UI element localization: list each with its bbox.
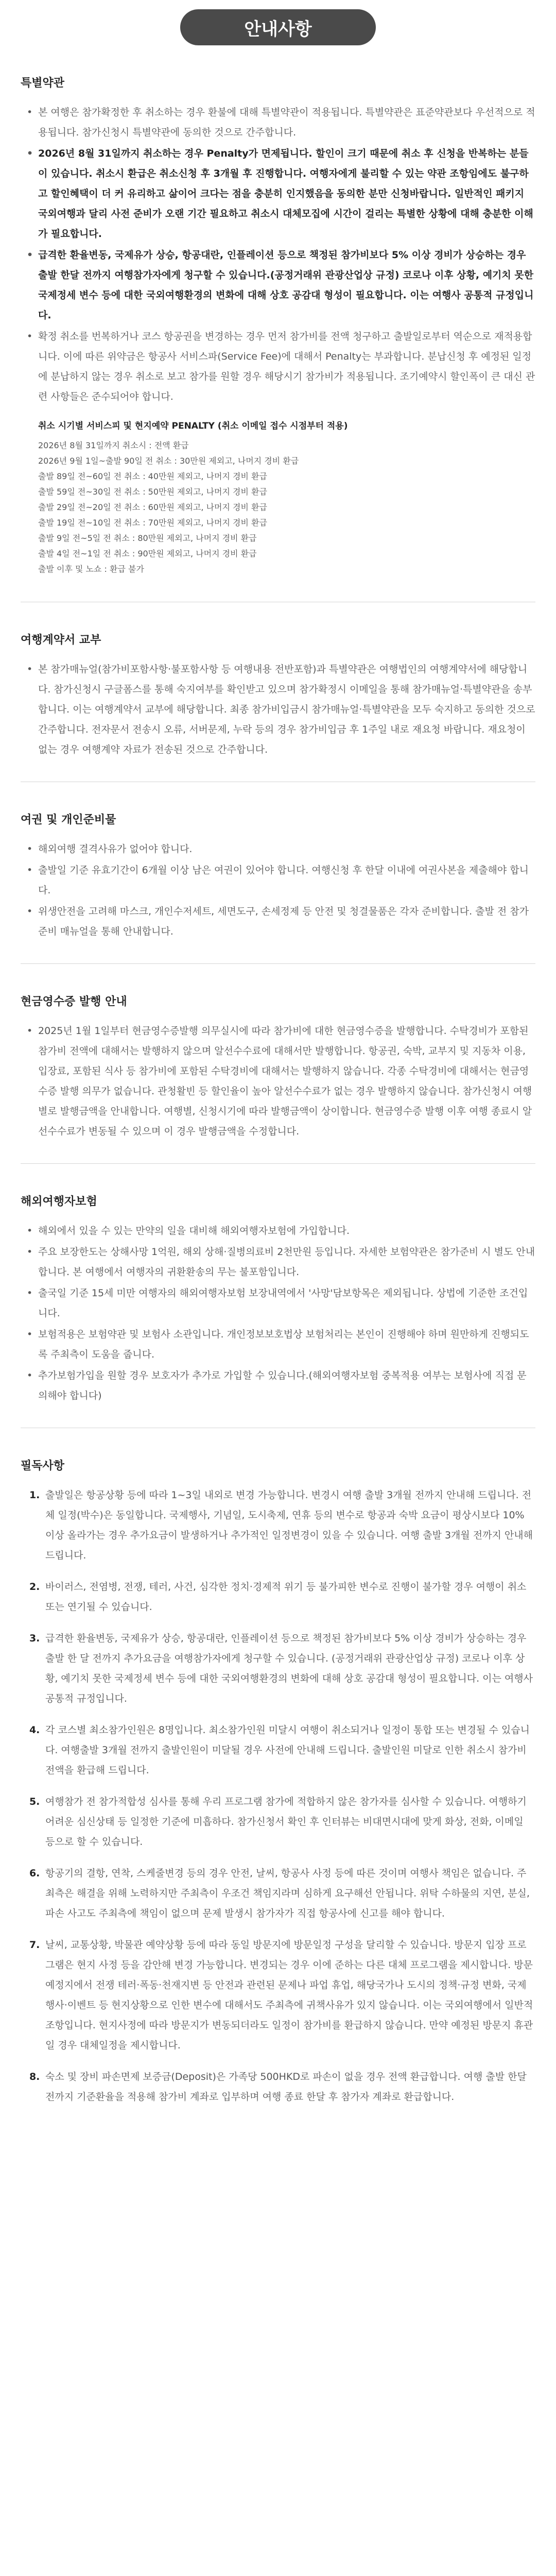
- penalty-title: 취소 시기별 서비스피 및 현지예약 PENALTY (취소 이메일 접수 시점부터 적용): [38, 421, 348, 431]
- section-title: 필독사항: [21, 1460, 65, 1472]
- penalty-row: 출발 19일 전~10일 전 취소 : 70만원 제외고, 나머지 경비 환급: [38, 518, 267, 528]
- penalty-row: 출발 89일 전~60일 전 취소 : 40만원 제외고, 나머지 경비 환급: [38, 471, 267, 481]
- penalty-rows: [38, 438, 535, 577]
- section-contract: [21, 602, 535, 782]
- section-title: 특별약관: [21, 77, 65, 90]
- penalty-row: 출발 이후 및 노쇼 : 환급 불가: [38, 564, 144, 574]
- contract-list: [21, 659, 535, 760]
- list-item: • 해외에서 있을 수 있는 만약의 일을 대비해 해외여행자보험에 가입합니다.: [38, 1221, 535, 1241]
- section-title: 여권 및 개인준비물: [21, 814, 116, 826]
- list-item: 4. 각 코스별 최소참가인원은 8명입니다. 최소참가인원 미달시 여행이 취소되거나 일정이 통합 또는 변경될 수 있습니다. 여행출발 3개월 전까지 출발인원이 미달될 경우 사전에 안내해 드립니다. 출발인원 미달로 인한 취소시 참가비 전액을 환급해 드립니다.: [43, 1720, 535, 1781]
- list-item: 3. 급격한 환율변동, 국제유가 상승, 항공대란, 인플레이션 등으로 책정된 참가비보다 5% 이상 경비가 상승하는 경우 출발 한 달 전까지 추가요금을 여행참가자에게 청구할 수 있습니다. (공정거래위 관광산업상 규정) 코로나 이후 상황, 예기치 못한 국제정세 변수 등에 대한 국외여행환경의 변화에 대해 상호 공감대 형성이 필요합니다. 이는 여행사 공통적 규정입니다.: [43, 1629, 535, 1709]
- penalty-row: 2026년 9월 1일~출발 90일 전 취소 : 30만원 제외고, 나머지 경비 환급: [38, 456, 299, 466]
- section-special-terms: [21, 45, 535, 602]
- penalty-row: 출발 4일 전~1일 전 취소 : 90만원 제외고, 나머지 경비 환급: [38, 549, 257, 558]
- list-item: 2. 바이러스, 전염병, 전쟁, 테러, 사건, 심각한 정치·경제적 위기 등 불가피한 변수로 진행이 불가할 경우 여행이 취소 또는 연기될 수 있습니다.: [43, 1577, 535, 1617]
- header: [0, 0, 556, 45]
- penalty-row: 출발 59일 전~30일 전 취소 : 50만원 제외고, 나머지 경비 환급: [38, 487, 267, 497]
- list-item: • 추가보험가입을 원할 경우 보호자가 추가로 가입할 수 있습니다.(해외여행자보험 중복적용 여부는 보험사에 직접 문의해야 합니다): [38, 1366, 535, 1406]
- section-title: 여행계약서 교부: [21, 634, 101, 647]
- insurance-list: [21, 1221, 535, 1406]
- list-item: • 본 여행은 참가확정한 후 취소하는 경우 환불에 대해 특별약관이 적용됩니다. 특별약관은 표준약관보다 우선적으로 적용됩니다. 참가신청시 특별약관에 동의한 것으로 간주합니다.: [38, 103, 535, 143]
- section-receipt: [21, 964, 535, 1164]
- penalty-table: [38, 418, 535, 577]
- penalty-row: 2026년 8월 31일까지 취소시 : 전액 환급: [38, 440, 189, 450]
- list-item: 7. 날씨, 교통상황, 박물관 예약상황 등에 따라 동일 방문지에 방문일정 구성을 달리할 수 있습니다. 방문지 입장 프로그램은 현지 사정 등을 감안해 변경 가능합니다. 변경되는 경우 이에 준하는 다른 대체 프로그램을 제시합니다. 방문 예정지에서 전쟁 테러·폭동·천재지변 등 안전과 관련된 문제나 파업 휴업, 해당국가나 도시의 정책·규정 변화, 국제행사·이벤트 등 현지상황으로 인한 변수에 대해서도 주최측에 귀책사유가 있지 않습니다. 이는 국외여행에서 일반적 조항입니다. 현지사정에 따라 방문지가 변동되더라도 일정이 참가비를 환급하지 않습니다. 만약 예정된 방문지 휴관일 경우 대체일정을 제시합니다.: [43, 1935, 535, 2056]
- list-item: • 2026년 8월 31일까지 취소하는 경우 Penalty가 면제됩니다. 할인이 크기 때문에 취소 후 신청을 반복하는 분들이 있습니다. 취소시 환급은 취소신청 후 3개월 후 진행합니다. 여행자에게 불리할 수 있는 약관 조항임에도 불구하고 할인혜택이 더 커 유리하고 삶이어 크다는 점을 충분히 인지했음을 동의한 분만 신청바랍니다. 일반적인 패키지 국외여행과 달리 사전 준비가 오랜 기간 필요하고 취소시 대체모집에 시간이 걸리는 특별한 상황에 대해 충분한 이해가 필요합니다.: [38, 144, 535, 244]
- penalty-row: 출발 9일 전~5일 전 취소 : 80만원 제외고, 나머지 경비 환급: [38, 533, 257, 543]
- special-terms-list: [21, 103, 535, 407]
- page-title: 안내사항: [180, 9, 376, 45]
- list-item: • 보험적용은 보험약관 및 보험사 소관입니다. 개인정보보호법상 보험처리는 본인이 진행해야 하며 원만하게 진행되도록 주최측이 도움을 줍니다.: [38, 1325, 535, 1365]
- penalty-row: 출발 29일 전~20일 전 취소 : 60만원 제외고, 나머지 경비 환급: [38, 502, 267, 512]
- list-item: 5. 여행참가 전 참가적합성 심사를 통해 우리 프로그램 참가에 적합하지 않은 참가자를 심사할 수 있습니다. 여행하기 어려운 심신상태 등 일정한 기준에 미흡하다. 참가신청서 확인 후 인터뷰는 비대면시대에 맞게 화상, 전화, 이메일 등으로 할 수 있습니다.: [43, 1792, 535, 1852]
- list-item: • 해외여행 결격사유가 없어야 합니다.: [38, 839, 535, 859]
- section-passport: [21, 782, 535, 964]
- section-insurance: [21, 1164, 535, 1428]
- list-item: • 출국일 기준 15세 미만 여행자의 해외여행자보험 보장내역에서 '사망'담보항목은 제외됩니다. 상법에 기준한 조건입니다.: [38, 1283, 535, 1324]
- list-item: • 확정 취소를 번복하거나 코스 항공권을 변경하는 경우 먼저 참가비를 전액 청구하고 출발일로부터 역순으로 재적용합니다. 이에 따른 위약금은 항공사 서비스파(Service Fee)에 대해서 Penalty는 부과합니다. 분납신청 후 예정된 일정에 분납하지 않는 경우 취소로 보고 참가를 원할 경우 해당시기 참가비가 적용됩니다. 조기예약시 할인폭이 큰 대신 관련 사항들은 준수되어야 합니다.: [38, 327, 535, 407]
- list-item: 1. 출발일은 항공상황 등에 따라 1~3일 내외로 변경 가능합니다. 변경시 여행 출발 3개월 전까지 안내해 드립니다. 전체 일정(박수)은 동일합니다. 국제행사, 기념일, 도시축제, 연휴 등의 변수로 항공과 숙박 요금이 평상시보다 10% 이상 올라가는 경우 추가요금이 발생하거나 추가적인 일정변경이 있을 수 있습니다. 여행 출발 3개월 전까지 안내해 드립니다.: [43, 1485, 535, 1566]
- list-item: • 2025년 1월 1일부터 현금영수증발행 의무실시에 따라 참가비에 대한 현금영수증을 발행합니다. 수탁경비가 포함된 참가비 전액에 대해서는 발행하지 않으며 알선수수료에 대해서만 발행합니다. 항공권, 숙박, 교부지 및 지동차 이용, 입장료, 포함된 식사 등 참가비에 포함된 수탁경비에 대해서는 발행하지 않습니다. 각종 수탁경비에 대해서는 현금영수증 발행 의무가 없습니다. 관청활빈 등 할인율이 높아 알선수수료가 없는 경우 발행하지 않습니다. 참가신청시 여행별로 발행금액을 안내합니다. 여행별, 신청시기에 따라 발행금액이 상이합니다. 현금영수증 발행 이후 여행 종료시 알선수수료가 변동될 수 있으며 이 경우 발행금액을 수정합니다.: [38, 1021, 535, 1142]
- section-title: 현금영수증 발행 안내: [21, 995, 127, 1008]
- passport-list: [21, 839, 535, 942]
- list-item: • 급격한 환율변동, 국제유가 상승, 항공대란, 인플레이션 등으로 책정된 참가비보다 5% 이상 경비가 상승하는 경우 출발 한달 전까지 여행참가자에게 청구할 수 있습니다.(공정거래위 관광산업상 규정) 코로나 이후 상황, 예기치 못한 국제정세 변수 등에 대한 국외여행환경의 변화에 대해 상호 공감대 형성이 필요합니다. 이는 여행사 공통적 규정입니다.: [38, 245, 535, 326]
- list-item: • 위생안전을 고려해 마스크, 개인수저세트, 세면도구, 손세정제 등 안전 및 청결물품은 각자 준비합니다. 출발 전 참가준비 매뉴얼을 통해 안내합니다.: [38, 902, 535, 942]
- notice-list: [21, 1485, 535, 2107]
- list-item: • 주요 보장한도는 상해사망 1억원, 해외 상해·질병의료비 2천만원 등입니다. 자세한 보험약관은 참가준비 시 별도 안내합니다. 본 여행에서 여행자의 귀환환송의 무는 불포함입니다.: [38, 1242, 535, 1282]
- list-item: 8. 숙소 및 장비 파손면제 보증금(Deposit)은 가족당 500HKD로 파손이 없을 경우 전액 환급합니다. 여행 출발 한달 전까지 기준환율을 적용해 참가비 계좌로 입부하며 여행 종료 한달 후 참가자 계좌로 환급합니다.: [43, 2067, 535, 2107]
- list-item: 6. 항공기의 결항, 연착, 스케줄변경 등의 경우 안전, 날씨, 항공사 사정 등에 따른 것이며 여행사 책임은 없습니다. 주최측은 해결을 위해 노력하지만 주최측이 우조건 책임지라며 심하게 요구해선 안됩니다. 위탁 수하물의 지연, 분실, 파손 사고도 주최측에 책임이 없으며 문제 발생시 참가자가 직접 항공사에 신고를 해야 합니다.: [43, 1863, 535, 1924]
- receipt-list: [21, 1021, 535, 1142]
- section-title: 해외여행자보험: [21, 1195, 97, 1208]
- list-item: • 본 참가매뉴얼(참가비포함사항·불포함사항 등 여행내용 전반포함)과 특별약관은 여행법인의 여행계약서에 해당합니다. 참가신청시 구글폼스를 통해 숙지여부를 확인받고 있으며 참가확정시 이메일을 통해 참가매뉴얼·특별약관을 송부합니다. 이는 여행계약서 교부에 해당합니다. 최종 참가비입금시 참가매뉴얼·특별약관을 모두 숙지하고 동의한 것으로 간주합니다. 전자문서 전송시 오류, 서버문제, 누락 등의 경우 참가비입금 후 1주일 내로 재요청 바랍니다. 재요청이 없는 경우 여행계약 자료가 전송된 것으로 간주합니다.: [38, 659, 535, 760]
- list-item: • 출발일 기준 유효기간이 6개월 이상 남은 여권이 있어야 합니다. 여행신청 후 한달 이내에 여권사본을 제출해야 합니다.: [38, 860, 535, 901]
- section-notice: [21, 1428, 535, 2139]
